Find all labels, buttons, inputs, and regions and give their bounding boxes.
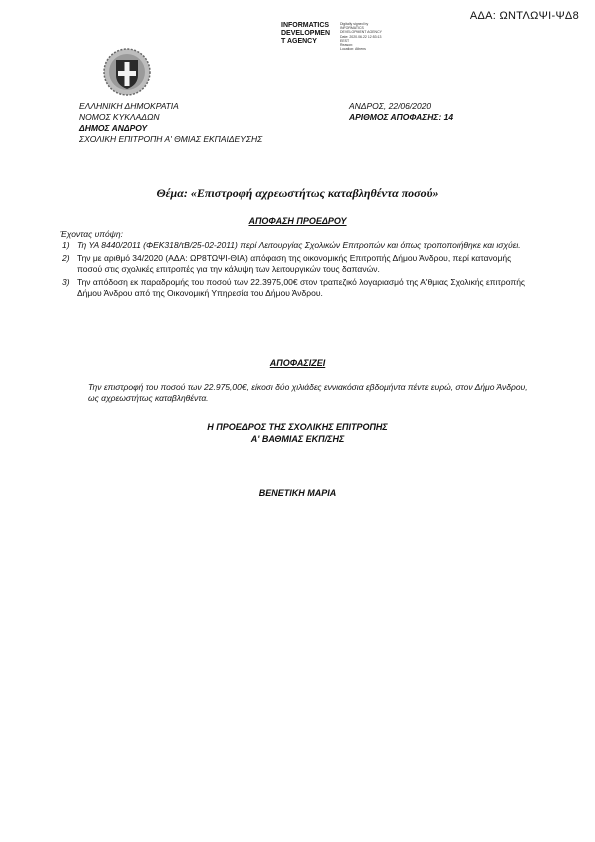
decision-title [0,216,595,226]
list-item [60,277,530,299]
stamp-line: T AGENCY [281,38,317,45]
decision-number: ΑΡΙΘΜΟΣ ΑΠΟΦΑΣΗΣ: 14 [349,112,454,122]
item-number: 2) [62,253,70,263]
list-item [60,253,530,275]
stamp-detail: EEST [340,38,350,43]
list-item [60,240,530,251]
date-number-header [349,101,453,123]
issuer-header [79,101,262,145]
stamp-detail: Digitally signed by [340,22,369,26]
item-text: Τη ΥΑ 8440/2011 (ΦΕΚ318/τΒ/25-02-2011) περί Λειτουργίας Σχολικών Επιτροπών και όπως τροποποιήθηκε και ισχύει. [77,240,521,250]
stamp-detail: INFORMATICS [340,26,364,31]
decides-heading [0,358,595,368]
header-line-municipality: ΔΗΜΟΣ ΑΝΔΡΟΥ [79,123,148,133]
decides-heading-text: ΑΠΟΦΑΣΙΖΕΙ [269,358,326,368]
ada-code: ΑΔΑ: ΩΝΤΛΩΨΙ-ΨΔ8 [469,10,579,22]
stamp-detail: Location: Athens [340,47,366,52]
item-text: Την απόδοση εκ παραδρομής του ποσού των 22.3975,00€ στον τραπεζικό λογαριασμό της Α'θμιας Σχολικής επιτροπής Δήμου Άνδρου από της Οικονομική Υπηρεσία του Δήμου Άνδρου. [77,277,526,298]
signatory-subtitle: Α' ΒΑΘΜΙΑΣ ΕΚΠ/ΣΗΣ [250,434,345,444]
considerations [60,229,530,301]
header-line: ΣΧΟΛΙΚΗ ΕΠΙΤΡΟΠΗ Α' ΘΜΙΑΣ ΕΚΠΑΙΔΕΥΣΗΣ [79,134,263,144]
signatory-title: Η ΠΡΟΕΔΡΟΣ ΤΗΣ ΣΧΟΛΙΚΗΣ ΕΠΙΤΡΟΠΗΣ [207,422,388,432]
signature-stamp [281,22,330,46]
signatory-name: ΒΕΝΕΤΙΚΗ ΜΑΡΙΑ [258,488,337,498]
decision-title-text: ΑΠΟΦΑΣΗ ΠΡΟΕΔΡΟΥ [248,216,347,226]
stamp-line: DEVELOPMEN [281,30,331,37]
item-text: Την με αριθμό 34/2020 (ΑΔΑ: ΩΡ8ΤΩΨΙ-ΘΙΑ) απόφαση της οικονομικής Επιτροπής Δήμου Άνδρου, περί κατανομής ποσού στις σχολικές επιτροπές για την κάλυψη των λειτουργικών τους δαπανών. [77,253,512,274]
greek-coat-of-arms-icon [102,47,152,97]
item-number: 1) [62,240,70,250]
subject-line: Θέμα: «Επιστροφή αχρεωστήτως καταβληθέντα ποσού» [156,186,439,200]
header-line: ΝΟΜΟΣ ΚΥΚΛΑΔΩΝ [79,112,160,122]
stamp-detail: Reason: [340,43,354,48]
item-number: 3) [62,277,70,287]
document-date: ΑΝΔΡΟΣ, 22/06/2020 [349,101,432,111]
header-line: ΕΛΛΗΝΙΚΗ ΔΗΜΟΚΡΑΤΙΑ [79,101,179,111]
stamp-line: INFORMATICS [281,22,330,29]
having-regard-label: Έχοντας υπόψη: [60,229,123,239]
stamp-detail: Date: 2020.06.22 12:53:13 [340,34,382,39]
decision-text: Την επιστροφή του ποσού των 22.975,00€, είκοσι δύο χιλιάδες εννιακόσια εβδομήντα πέντε ευρώ, στον Δήμο Άνδρου, ως αχρεωστήτως καταβληθέντα. [88,382,528,403]
stamp-detail: DEVELOPMENT AGENCY [340,30,382,35]
signature-stamp-details [340,22,382,51]
